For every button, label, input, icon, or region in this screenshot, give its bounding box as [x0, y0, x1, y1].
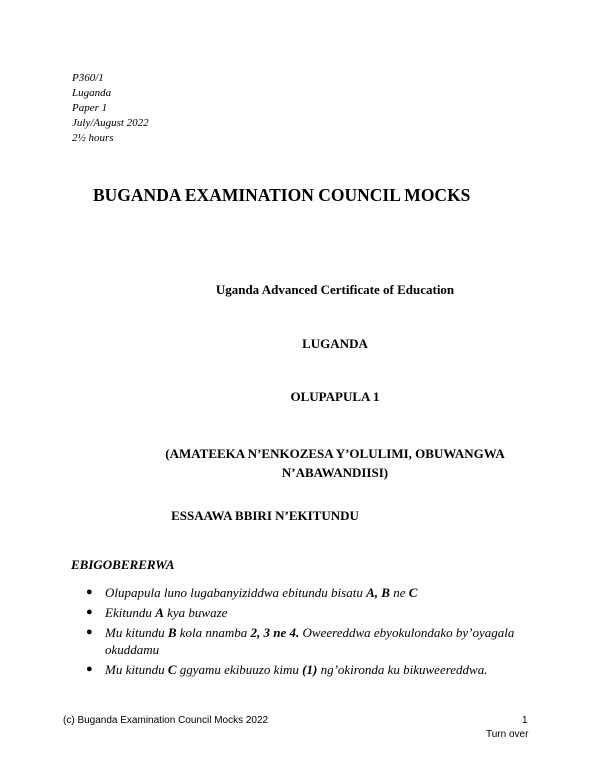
- paper-date: July/August 2022: [72, 117, 149, 129]
- time-allowed: ESSAAWA BBIRI N’EKITUNDU: [171, 508, 359, 523]
- instructions-list: [86, 584, 526, 681]
- paper-meta: [72, 71, 149, 146]
- paper-subtitle-line-2: N’ABAWANDIISI): [281, 465, 389, 480]
- paper-subtitle-line-1: (AMATEEKA N’ENKOZESA Y’OLULIMI, OBUWANGWA: [165, 446, 505, 461]
- paper-subtitle: [35, 444, 600, 482]
- turn-over: Turn over: [486, 729, 529, 740]
- list-item: ● Olupapula luno lugabanyiziddwa ebitundu bisatu A, B ne C: [86, 585, 418, 600]
- subject-title: LUGANDA: [302, 336, 368, 351]
- paper-duration: 2½ hours: [72, 132, 114, 144]
- footer-copyright: (c) Buganda Examination Council Mocks 2022: [63, 715, 269, 726]
- bullet-icon: ●: [86, 663, 93, 675]
- bullet-icon: ●: [86, 586, 93, 598]
- list-item: ● Ekitundu A kya buwaze: [86, 605, 228, 620]
- instructions-heading: EBIGOBERERWA: [71, 557, 175, 572]
- bullet-icon: ●: [86, 626, 93, 638]
- page-number: 1: [522, 715, 528, 726]
- paper-code: P360/1: [72, 72, 104, 84]
- paper-subject: Luganda: [72, 87, 112, 99]
- list-item: ● Mu kitundu B kola nnamba 2, 3 ne 4. Oweereddwa ebyokulondako by’oyagala okuddamu: [86, 625, 515, 657]
- bullet-icon: ●: [86, 606, 93, 618]
- paper-title: OLUPAPULA 1: [290, 389, 380, 404]
- council-title: BUGANDA EXAMINATION COUNCIL MOCKS: [93, 185, 471, 205]
- paper-number: Paper 1: [72, 102, 108, 114]
- certificate-title: Uganda Advanced Certificate of Education: [215, 282, 455, 297]
- list-item: ● Mu kitundu C ggyamu ekibuuzo kimu (1) ng’okironda ku bikuweereddwa.: [86, 662, 488, 677]
